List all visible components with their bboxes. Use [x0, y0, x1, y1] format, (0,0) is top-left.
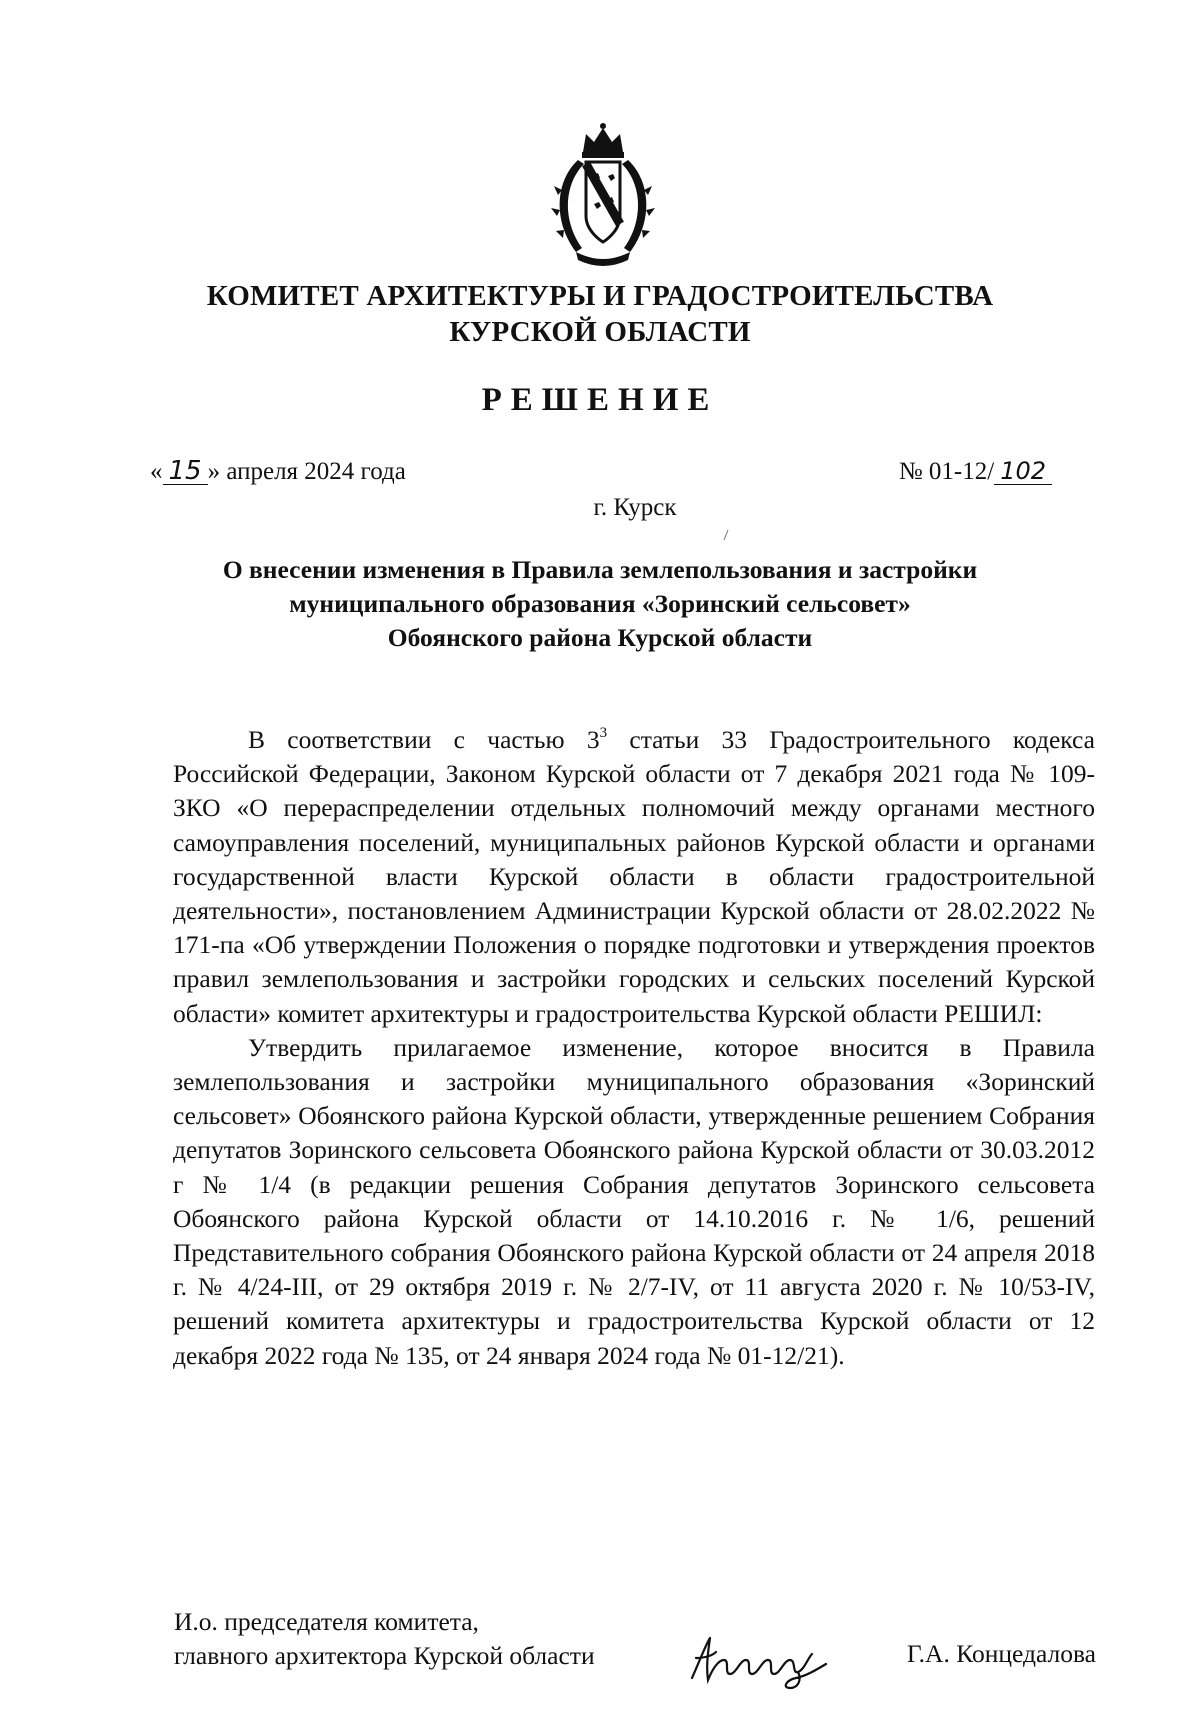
coat-of-arms-icon	[548, 120, 658, 270]
organization-name-line1: КОМИТЕТ АРХИТЕКТУРЫ И ГРАДОСТРОИТЕЛЬСТВА	[206, 280, 994, 312]
signatory-title	[174, 1605, 595, 1673]
number-prefix: № 01-12/	[898, 458, 995, 485]
stray-mark-icon	[723, 530, 729, 540]
handwritten-signature	[686, 1630, 831, 1690]
subject-line1: О внесении изменения в Правила землепользования и застройки	[222, 555, 978, 584]
subject-line2: муниципального образования «Зоринский сельсовет»	[289, 589, 911, 618]
signatory-title-line2: главного архитектора Курской области	[174, 1641, 595, 1670]
handwritten-day: 15	[163, 458, 208, 485]
superscript: 3	[599, 724, 608, 741]
document-number	[899, 458, 1052, 486]
city-label: г. Курск	[593, 494, 677, 521]
subject-line3: Обоянского района Курской области	[387, 623, 813, 652]
document-subject	[0, 553, 1200, 655]
signatory-name: Г.А. Концедалова	[906, 1639, 1096, 1668]
body-paragraph-1	[173, 723, 1095, 1031]
organization-name-line2: КУРСКОЙ ОБЛАСТИ	[449, 316, 751, 348]
quote-open: «	[150, 458, 163, 485]
paragraph-1-text-end: статьи 33 Градостроительного кодекса Российской Федерации, Законом Курской области от 7 декабря 2021 года № 109-ЗКО «О перераспределении отдельных полномочий между органами местного самоуправления поселений, муниципальных районов Курской области и органами государственной власти Курской области в области градостроительной деятельности», постановлением Администрации Курской области от 28.02.2022 № 171-па «Об утверждении Положения о порядке подготовки и утверждения проектов правил землепользования и застройки городских и сельских поселений Курской области» комитет архитектуры и градостроительства Курской области РЕШИЛ:	[173, 725, 1095, 1028]
paragraph-1-text-start: В соответствии с частью 3	[248, 725, 600, 754]
signatory-title-line1: И.о. председателя комитета,	[174, 1607, 479, 1636]
document-type-title: РЕШЕНИЕ	[481, 382, 719, 418]
body-paragraph-2: Утвердить прилагаемое изменение, которое вносится в Правила землепользования и застройки муниципального образования «Зоринский сельсовет» Обоянского района Курской области, утвержденные решением Собрания депутатов Зоринского сельсовета Обоянского района Курской области от 30.03.2012 г № 1/4 (в редакции решения Собрания депутатов Зоринского сельсовета Обоянского района Курской области от 14.10.2016 г. № 1/6, решений Представительного собрания Обоянского района Курской области от 24 апреля 2018 г. № 4/24-III, от 29 октября 2019 г. № 2/7-IV, от 11 августа 2020 г. № 10/53-IV, решений комитета архитектуры и градостроительства Курской области от 12 декабря 2022 года № 135, от 24 января 2024 года № 01-12/21).	[173, 1032, 1095, 1370]
document-date	[150, 458, 406, 486]
document-body	[173, 723, 1095, 1373]
date-text: » апреля 2024 года	[207, 458, 406, 485]
handwritten-number: 102	[994, 458, 1052, 485]
